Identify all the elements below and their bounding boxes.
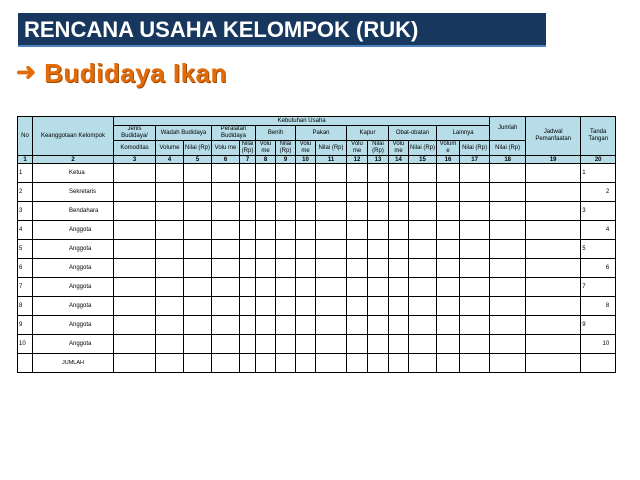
empty-cell xyxy=(347,316,368,335)
empty-cell xyxy=(490,202,526,221)
empty-cell xyxy=(114,183,156,202)
table-row xyxy=(18,202,616,221)
empty-cell xyxy=(368,259,389,278)
jumlah-label: JUMLAH xyxy=(33,354,114,373)
empty-cell xyxy=(212,354,240,373)
empty-cell xyxy=(490,259,526,278)
empty-cell xyxy=(389,183,409,202)
empty-cell xyxy=(437,335,460,354)
header-jumlah: Jumlah xyxy=(490,117,526,141)
empty-cell xyxy=(460,259,490,278)
empty-cell xyxy=(490,316,526,335)
table-row xyxy=(18,316,616,335)
empty-cell xyxy=(114,240,156,259)
column-number-cell: 2 xyxy=(33,156,114,164)
member-role: Anggota xyxy=(33,278,114,297)
row-number: 9 xyxy=(18,316,33,335)
empty-cell xyxy=(276,335,296,354)
column-number-cell: 15 xyxy=(409,156,437,164)
empty-cell xyxy=(276,164,296,183)
header-wadah-nilai: Nilai (Rp) xyxy=(184,141,212,156)
column-number-cell: 7 xyxy=(240,156,256,164)
empty-cell xyxy=(347,297,368,316)
empty-cell xyxy=(296,335,316,354)
header-jumlah-nilai: Nilai (Rp) xyxy=(490,141,526,156)
empty-cell xyxy=(114,164,156,183)
table-row xyxy=(18,221,616,240)
column-number-cell: 8 xyxy=(256,156,276,164)
empty-cell xyxy=(409,183,437,202)
empty-cell xyxy=(316,335,347,354)
empty-cell xyxy=(347,278,368,297)
header-wadah-volume: Volume xyxy=(156,141,184,156)
empty-cell xyxy=(316,240,347,259)
empty-cell xyxy=(409,278,437,297)
empty-cell xyxy=(240,183,256,202)
column-number-cell: 1 xyxy=(18,156,33,164)
empty-cell xyxy=(296,316,316,335)
empty-cell xyxy=(409,297,437,316)
empty-cell xyxy=(460,335,490,354)
empty-cell xyxy=(460,183,490,202)
header-lainnya-nilai: Nilai (Rp) xyxy=(460,141,490,156)
empty-cell xyxy=(526,240,581,259)
empty-cell xyxy=(526,183,581,202)
member-role: Ketua xyxy=(33,164,114,183)
column-number-cell: 9 xyxy=(276,156,296,164)
empty-cell xyxy=(409,240,437,259)
empty-cell xyxy=(156,221,184,240)
member-role: Anggota xyxy=(33,221,114,240)
empty-cell xyxy=(240,259,256,278)
empty-cell xyxy=(460,240,490,259)
empty-cell xyxy=(460,278,490,297)
empty-cell xyxy=(156,240,184,259)
empty-cell xyxy=(212,221,240,240)
row-number: 5 xyxy=(18,240,33,259)
empty-cell xyxy=(256,240,276,259)
empty-cell xyxy=(490,297,526,316)
header-peralatan: Peralatan Budidaya xyxy=(212,126,256,141)
signature-number: 6 xyxy=(581,259,616,278)
empty-cell xyxy=(184,259,212,278)
empty-cell xyxy=(316,164,347,183)
empty-cell xyxy=(409,202,437,221)
empty-cell xyxy=(256,221,276,240)
empty-cell xyxy=(256,202,276,221)
table-row xyxy=(18,335,616,354)
table-row xyxy=(18,297,616,316)
empty-cell xyxy=(368,278,389,297)
empty-cell xyxy=(256,316,276,335)
header-benih-nilai: Nilai (Rp) xyxy=(276,141,296,156)
empty-cell xyxy=(347,164,368,183)
member-rows xyxy=(18,164,616,373)
header-pakan-nilai: Nilai (Rp) xyxy=(316,141,347,156)
empty-cell xyxy=(526,278,581,297)
header-jadwal: Jadwal Pemanfaatan xyxy=(526,117,581,156)
empty-cell xyxy=(347,183,368,202)
empty-cell xyxy=(347,221,368,240)
empty-cell xyxy=(389,297,409,316)
empty-cell xyxy=(296,221,316,240)
row-number: 3 xyxy=(18,202,33,221)
empty-cell xyxy=(409,335,437,354)
empty-cell xyxy=(18,354,33,373)
empty-cell xyxy=(212,297,240,316)
empty-cell xyxy=(240,240,256,259)
empty-cell xyxy=(490,278,526,297)
empty-cell xyxy=(114,354,156,373)
empty-cell xyxy=(316,316,347,335)
empty-cell xyxy=(276,240,296,259)
empty-cell xyxy=(526,202,581,221)
empty-cell xyxy=(437,316,460,335)
empty-cell xyxy=(389,316,409,335)
empty-cell xyxy=(368,202,389,221)
empty-cell xyxy=(389,221,409,240)
empty-cell xyxy=(437,164,460,183)
empty-cell xyxy=(368,316,389,335)
empty-cell xyxy=(212,316,240,335)
empty-cell xyxy=(156,297,184,316)
empty-cell xyxy=(296,354,316,373)
header-row-1 xyxy=(18,117,616,126)
empty-cell xyxy=(184,335,212,354)
empty-cell xyxy=(156,335,184,354)
empty-cell xyxy=(184,354,212,373)
empty-cell xyxy=(212,335,240,354)
empty-cell xyxy=(490,183,526,202)
empty-cell xyxy=(460,164,490,183)
empty-cell xyxy=(460,297,490,316)
column-number-cell: 20 xyxy=(581,156,616,164)
empty-cell xyxy=(368,354,389,373)
empty-cell xyxy=(526,335,581,354)
empty-cell xyxy=(347,335,368,354)
empty-cell xyxy=(184,278,212,297)
empty-cell xyxy=(368,240,389,259)
empty-cell xyxy=(437,297,460,316)
empty-cell xyxy=(156,259,184,278)
empty-cell xyxy=(437,278,460,297)
empty-cell xyxy=(437,259,460,278)
empty-cell xyxy=(368,221,389,240)
empty-cell xyxy=(316,354,347,373)
table-row xyxy=(18,164,616,183)
header-tanda-tangan: Tanda Tangan xyxy=(581,117,616,156)
empty-cell xyxy=(256,297,276,316)
header-kapur-volume: Volu me xyxy=(347,141,368,156)
empty-cell xyxy=(156,316,184,335)
header-benih-volume: Volu me xyxy=(256,141,276,156)
empty-cell xyxy=(114,259,156,278)
empty-cell xyxy=(114,278,156,297)
header-no: No xyxy=(18,117,33,156)
empty-cell xyxy=(368,183,389,202)
empty-cell xyxy=(256,164,276,183)
empty-cell xyxy=(437,202,460,221)
header-benih: Benih xyxy=(256,126,296,141)
empty-cell xyxy=(316,278,347,297)
empty-cell xyxy=(526,297,581,316)
empty-cell xyxy=(212,278,240,297)
column-number-cell: 6 xyxy=(212,156,240,164)
column-number-cell: 18 xyxy=(490,156,526,164)
empty-cell xyxy=(316,202,347,221)
empty-cell xyxy=(276,183,296,202)
signature-number: 1 xyxy=(581,164,616,183)
signature-number: 8 xyxy=(581,297,616,316)
member-role: Anggota xyxy=(33,297,114,316)
member-role: Anggota xyxy=(33,240,114,259)
empty-cell xyxy=(276,354,296,373)
empty-cell xyxy=(276,278,296,297)
empty-cell xyxy=(184,297,212,316)
empty-cell xyxy=(490,240,526,259)
empty-cell xyxy=(389,278,409,297)
empty-cell xyxy=(316,297,347,316)
header-lainnya-volume: Volum e xyxy=(437,141,460,156)
empty-cell xyxy=(389,354,409,373)
empty-cell xyxy=(114,202,156,221)
member-role: Bendahara xyxy=(33,202,114,221)
signature-number: 2 xyxy=(581,183,616,202)
empty-cell xyxy=(368,297,389,316)
empty-cell xyxy=(212,164,240,183)
subtitle-text: Budidaya Ikan xyxy=(44,58,227,88)
empty-cell xyxy=(389,202,409,221)
header-peralatan-volume: Volu me xyxy=(212,141,240,156)
signature-number: 7 xyxy=(581,278,616,297)
empty-cell xyxy=(526,316,581,335)
empty-cell xyxy=(256,259,276,278)
empty-cell xyxy=(256,335,276,354)
empty-cell xyxy=(184,202,212,221)
empty-cell xyxy=(460,354,490,373)
empty-cell xyxy=(437,240,460,259)
empty-cell xyxy=(296,202,316,221)
empty-cell xyxy=(296,259,316,278)
column-number-cell: 17 xyxy=(460,156,490,164)
column-number-cell: 11 xyxy=(316,156,347,164)
jumlah-row xyxy=(18,354,616,373)
column-number-cell: 3 xyxy=(114,156,156,164)
column-number-cell: 10 xyxy=(296,156,316,164)
column-number-row xyxy=(18,156,616,164)
ruk-table xyxy=(17,116,616,373)
row-number: 6 xyxy=(18,259,33,278)
header-kapur: Kapur xyxy=(347,126,389,141)
empty-cell xyxy=(526,354,581,373)
header-kebutuhan-usaha: Kebutuhan Usaha xyxy=(114,117,490,126)
empty-cell xyxy=(526,221,581,240)
member-role: Anggota xyxy=(33,335,114,354)
empty-cell xyxy=(316,259,347,278)
empty-cell xyxy=(212,183,240,202)
empty-cell xyxy=(240,316,256,335)
empty-cell xyxy=(347,202,368,221)
empty-cell xyxy=(389,240,409,259)
empty-cell xyxy=(276,316,296,335)
empty-cell xyxy=(526,164,581,183)
empty-cell xyxy=(240,297,256,316)
empty-cell xyxy=(212,240,240,259)
header-obat-volume: Volu me xyxy=(389,141,409,156)
empty-cell xyxy=(316,183,347,202)
table-row xyxy=(18,278,616,297)
empty-cell xyxy=(276,259,296,278)
empty-cell xyxy=(296,164,316,183)
header-pakan-volume: Volu me xyxy=(296,141,316,156)
empty-cell xyxy=(256,354,276,373)
empty-cell xyxy=(114,297,156,316)
column-number-cell: 14 xyxy=(389,156,409,164)
empty-cell xyxy=(184,316,212,335)
subtitle xyxy=(16,58,227,88)
empty-cell xyxy=(156,354,184,373)
empty-cell xyxy=(114,316,156,335)
header-jenis-budidaya: Jenis Budidaya/ xyxy=(114,126,156,141)
empty-cell xyxy=(184,183,212,202)
empty-cell xyxy=(316,221,347,240)
row-number: 2 xyxy=(18,183,33,202)
empty-cell xyxy=(409,354,437,373)
empty-cell xyxy=(240,164,256,183)
empty-cell xyxy=(460,202,490,221)
header-lainnya: Lainnya xyxy=(437,126,490,141)
header-keanggotaan: Keanggotaan Kelompok xyxy=(33,117,114,156)
empty-cell xyxy=(368,164,389,183)
empty-cell xyxy=(490,221,526,240)
column-number-cell: 4 xyxy=(156,156,184,164)
arrow-right-icon: ➜ xyxy=(16,59,37,86)
empty-cell xyxy=(437,354,460,373)
empty-cell xyxy=(296,183,316,202)
empty-cell xyxy=(347,240,368,259)
header-wadah: Wadah Budidaya xyxy=(156,126,212,141)
empty-cell xyxy=(389,335,409,354)
table-row xyxy=(18,240,616,259)
row-number: 8 xyxy=(18,297,33,316)
empty-cell xyxy=(240,278,256,297)
member-role: Anggota xyxy=(33,316,114,335)
empty-cell xyxy=(256,183,276,202)
empty-cell xyxy=(409,164,437,183)
empty-cell xyxy=(156,202,184,221)
column-number-cell: 12 xyxy=(347,156,368,164)
row-number: 1 xyxy=(18,164,33,183)
empty-cell xyxy=(240,221,256,240)
empty-cell xyxy=(240,202,256,221)
empty-cell xyxy=(409,259,437,278)
empty-cell xyxy=(347,354,368,373)
empty-cell xyxy=(276,297,296,316)
empty-cell xyxy=(368,335,389,354)
empty-cell xyxy=(156,183,184,202)
empty-cell xyxy=(460,221,490,240)
empty-cell xyxy=(460,316,490,335)
header-obat-nilai: Nilai (Rp) xyxy=(409,141,437,156)
empty-cell xyxy=(114,335,156,354)
member-role: Sekretaris xyxy=(33,183,114,202)
member-role: Anggota xyxy=(33,259,114,278)
empty-cell xyxy=(276,221,296,240)
empty-cell xyxy=(296,297,316,316)
header-pakan: Pakan xyxy=(296,126,347,141)
empty-cell xyxy=(581,354,616,373)
empty-cell xyxy=(156,164,184,183)
signature-number: 10 xyxy=(581,335,616,354)
empty-cell xyxy=(296,240,316,259)
column-number-cell: 16 xyxy=(437,156,460,164)
empty-cell xyxy=(240,335,256,354)
empty-cell xyxy=(389,259,409,278)
empty-cell xyxy=(114,221,156,240)
empty-cell xyxy=(296,278,316,297)
column-number-cell: 19 xyxy=(526,156,581,164)
empty-cell xyxy=(212,259,240,278)
empty-cell xyxy=(409,221,437,240)
empty-cell xyxy=(389,164,409,183)
empty-cell xyxy=(409,316,437,335)
signature-number: 3 xyxy=(581,202,616,221)
row-number: 7 xyxy=(18,278,33,297)
empty-cell xyxy=(490,354,526,373)
row-number: 10 xyxy=(18,335,33,354)
signature-number: 4 xyxy=(581,221,616,240)
empty-cell xyxy=(347,259,368,278)
empty-cell xyxy=(437,183,460,202)
signature-number: 5 xyxy=(581,240,616,259)
empty-cell xyxy=(184,221,212,240)
empty-cell xyxy=(256,278,276,297)
header-kapur-nilai: Nilai (Rp) xyxy=(368,141,389,156)
slide-title: RENCANA USAHA KELOMPOK (RUK) xyxy=(18,13,546,47)
empty-cell xyxy=(437,221,460,240)
empty-cell xyxy=(526,259,581,278)
empty-cell xyxy=(276,202,296,221)
empty-cell xyxy=(240,354,256,373)
column-number-cell: 13 xyxy=(368,156,389,164)
column-number-cell: 5 xyxy=(184,156,212,164)
header-obat: Obat-obatan xyxy=(389,126,437,141)
header-peralatan-nilai: Nilai (Rp) xyxy=(240,141,256,156)
table-row xyxy=(18,259,616,278)
empty-cell xyxy=(184,164,212,183)
row-number: 4 xyxy=(18,221,33,240)
table-row xyxy=(18,183,616,202)
signature-number: 9 xyxy=(581,316,616,335)
header-komoditas: Komoditas xyxy=(114,141,156,156)
empty-cell xyxy=(184,240,212,259)
empty-cell xyxy=(156,278,184,297)
empty-cell xyxy=(490,335,526,354)
empty-cell xyxy=(212,202,240,221)
empty-cell xyxy=(490,164,526,183)
